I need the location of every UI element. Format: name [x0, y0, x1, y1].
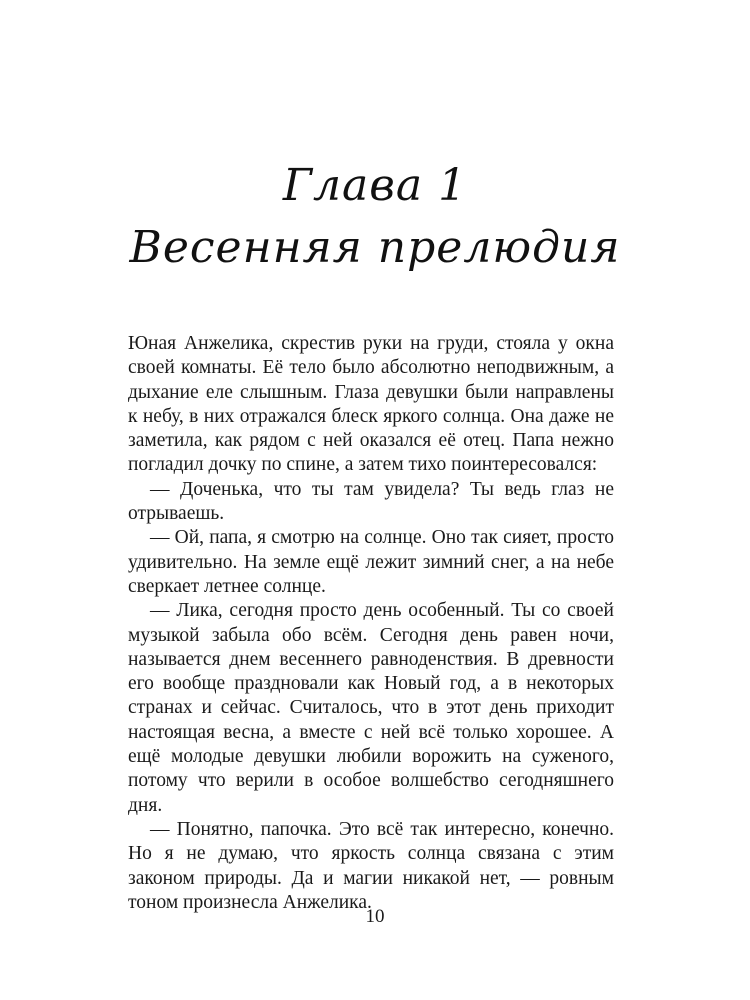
- paragraph: — Ой, папа, я смотрю на солнце. Оно так сияет, просто удивительно. На земле ещё лежит зимний снег, а на небе сверкает летнее солнце.: [128, 527, 614, 597]
- paragraph: — Доченька, что ты там увидела? Ты ведь глаз не отрываешь.: [128, 478, 614, 525]
- chapter-body: [128, 332, 614, 915]
- page-number: 10: [365, 906, 385, 927]
- paragraph: — Понятно, папочка. Это всё так интересно, конечно. Но я не думаю, что яркость солнца связана с этим законом природы. Да и магии никакой нет, — ровным тоном произнесла Анжелика.: [128, 818, 614, 913]
- chapter-number: Глава 1: [282, 160, 468, 211]
- chapter-title: Весенняя прелюдия: [129, 222, 621, 273]
- paragraph: — Лика, сегодня просто день особенный. Ты со своей музыкой забыла обо всём. Сегодня день равен ночи, называется днем весеннего равноденствия. В древности его вообще праздновали как Новый год, а в некоторых странах и сейчас. Считалось, что в этот день приходит настоящая весна, а вместе с ней всё только хорошее. А ещё молодые девушки любили ворожить на суженого, потому что верили в особое волшебство сегодняшнего дня.: [128, 600, 614, 816]
- paragraph: Юная Анжелика, скрестив руки на груди, стояла у окна своей комнаты. Её тело было абсолютно неподвижным, а дыхание еле слышным. Глаза девушки были направлены к небу, в них отражался блеск яркого солнца. Она даже не заметила, как рядом с ней оказался её отец. Папа нежно погладил дочку по спине, а затем тихо поинтересовался:: [128, 333, 614, 476]
